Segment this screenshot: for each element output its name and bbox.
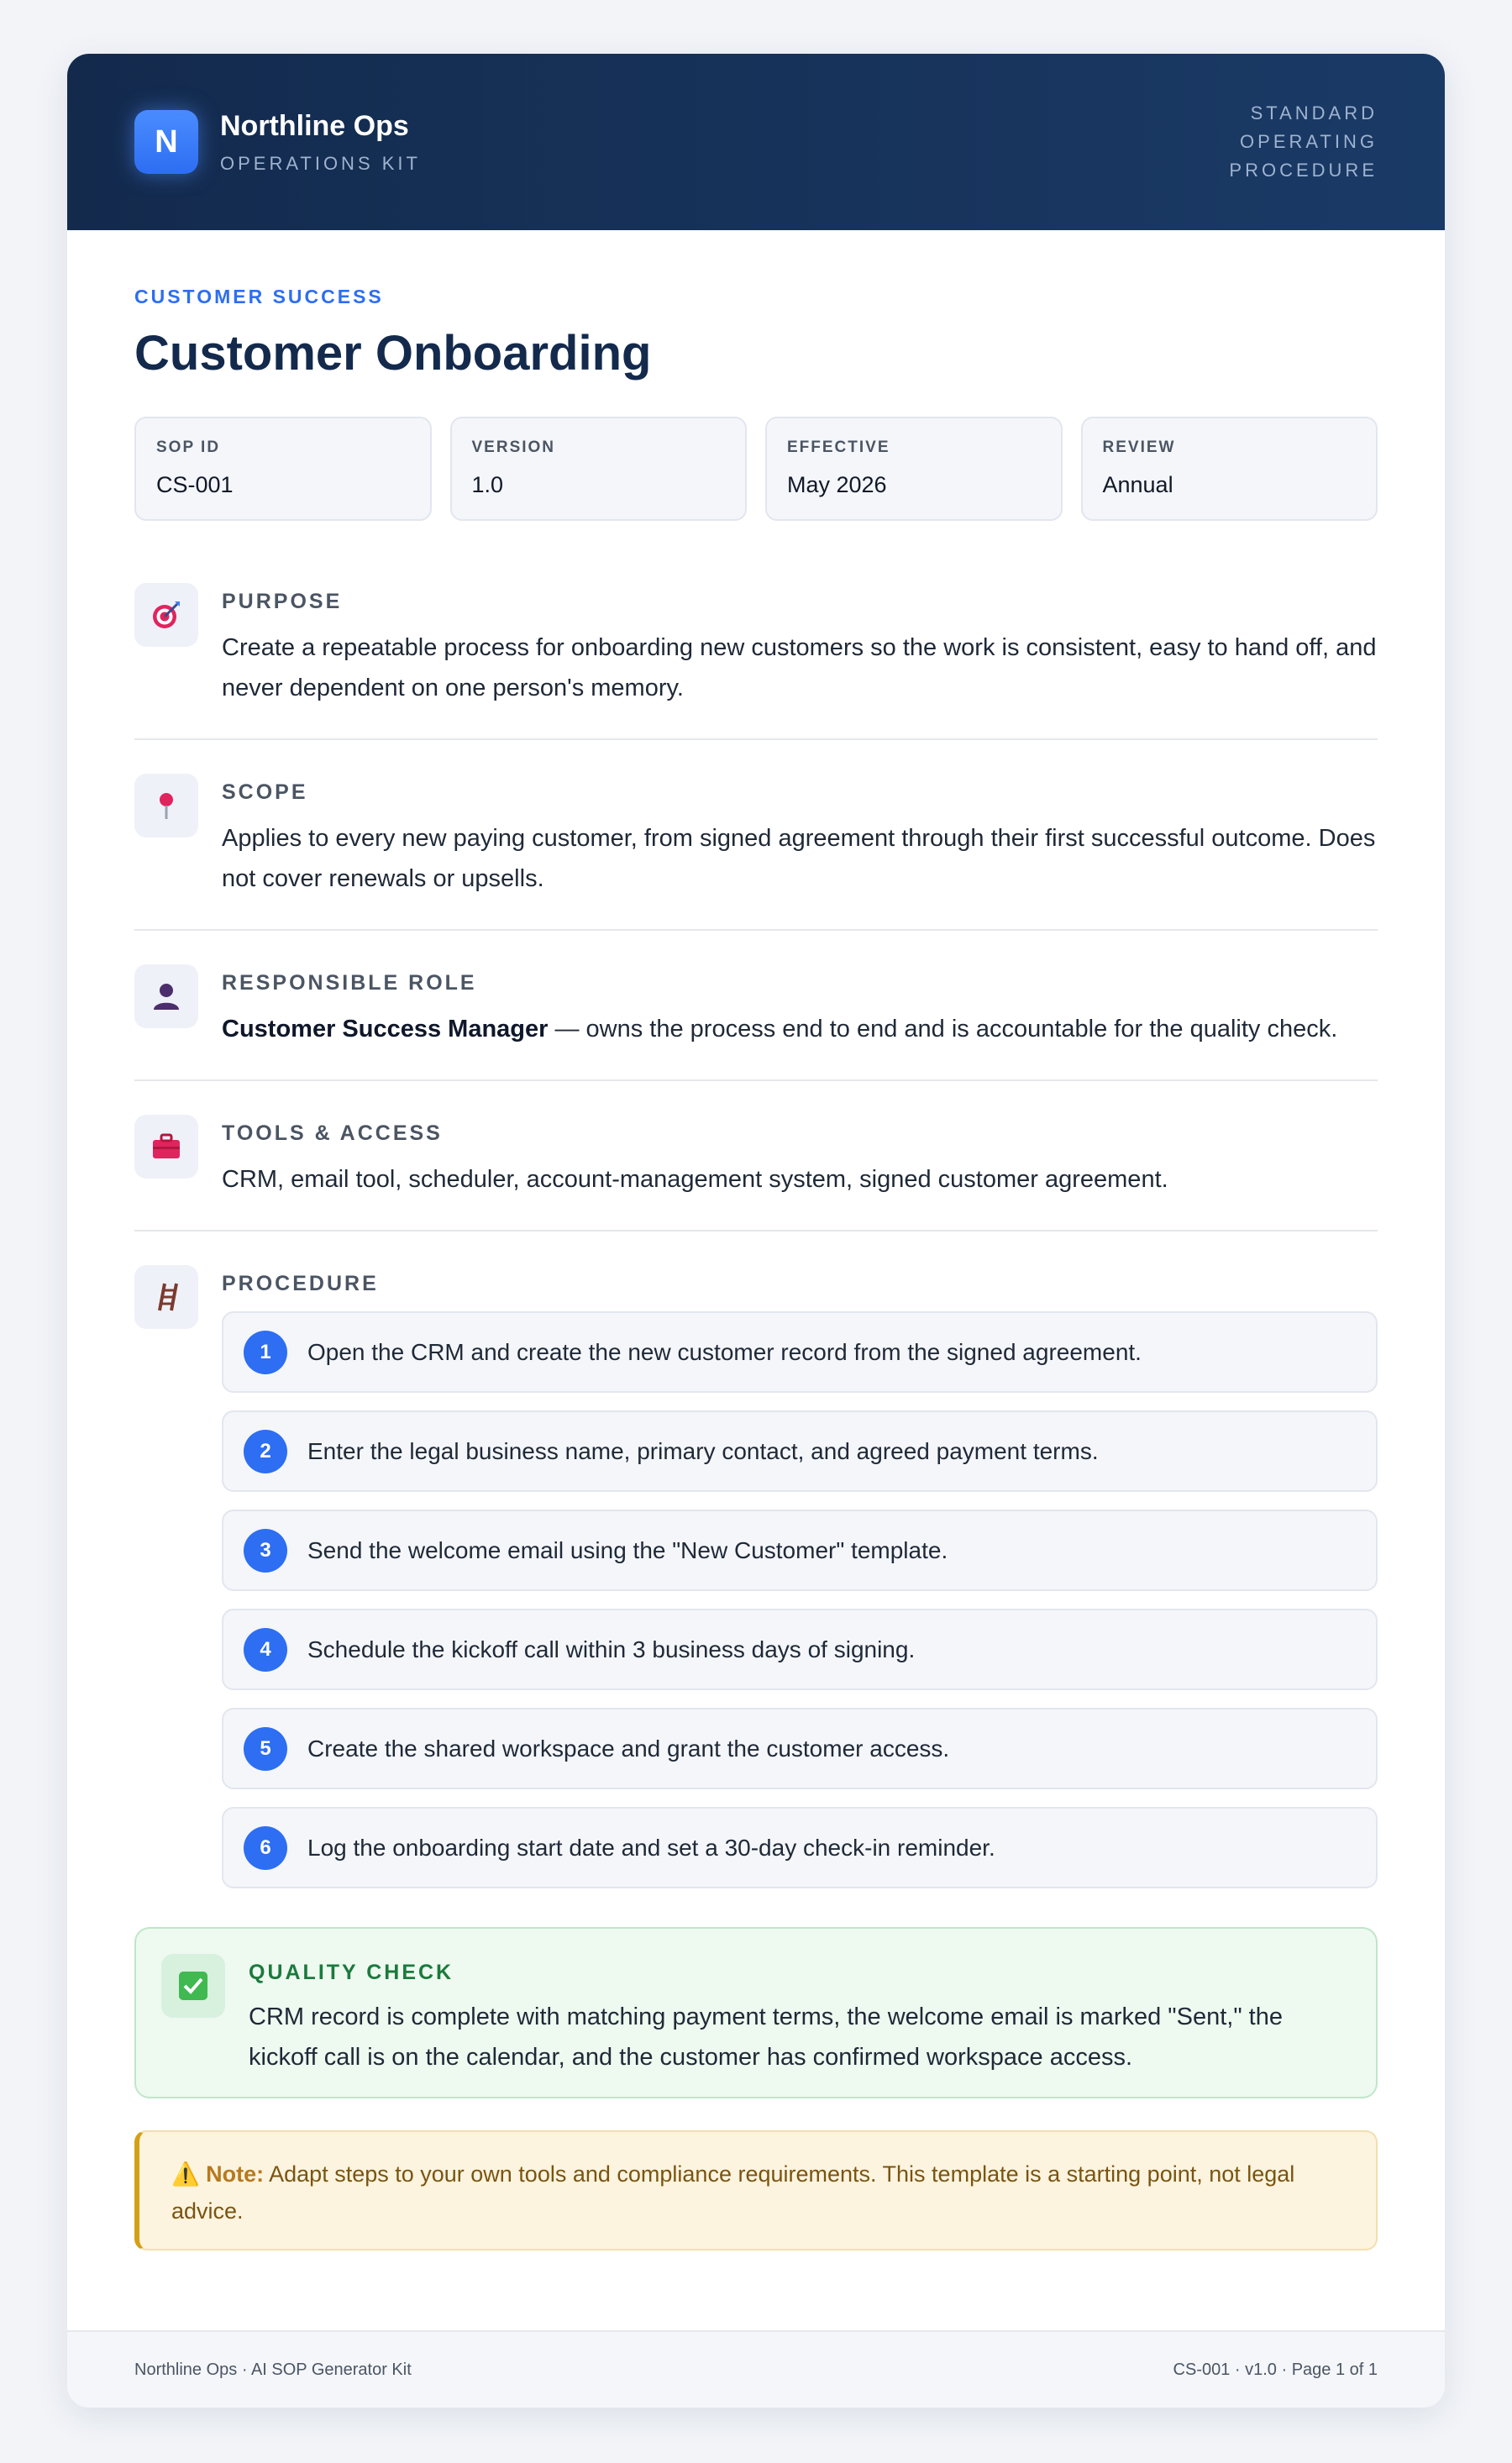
step-number: 3 bbox=[244, 1529, 287, 1573]
section-label: TOOLS & ACCESS bbox=[222, 1121, 443, 1145]
step-text: Log the onboarding start date and set a 30-day check-in reminder. bbox=[307, 1834, 995, 1861]
role-name: Customer Success Manager bbox=[222, 1016, 549, 1042]
quality-check-text: CRM record is complete with matching payment terms, the welcome email is marked "Sent," the kickoff call is on the calendar, and the customer has confirmed workspace access. bbox=[249, 2003, 1283, 2071]
check-box-icon bbox=[161, 1954, 225, 2018]
department-label: CUSTOMER SUCCESS bbox=[134, 286, 384, 307]
sop-document bbox=[67, 54, 1445, 2408]
meta-review bbox=[1081, 417, 1378, 521]
meta-value: 1.0 bbox=[471, 472, 504, 497]
step-number: 4 bbox=[244, 1628, 287, 1672]
logo-icon: N bbox=[134, 110, 198, 174]
procedure-step bbox=[222, 1311, 1378, 1393]
target-icon bbox=[134, 583, 198, 647]
quality-check-box bbox=[134, 1927, 1378, 2098]
note-label: Note: bbox=[206, 2161, 265, 2187]
meta-sop-id bbox=[134, 417, 432, 521]
section-text: CRM, email tool, scheduler, account-management system, signed customer agreement. bbox=[222, 1166, 1168, 1193]
meta-version bbox=[450, 417, 748, 521]
document-header bbox=[67, 54, 1445, 230]
section-text: Applies to every new paying customer, from signed agreement through their first successful outcome. Does not cover renewals or upsells. bbox=[222, 825, 1376, 892]
procedure-step bbox=[222, 1410, 1378, 1492]
meta-label: REVIEW bbox=[1102, 439, 1176, 456]
procedure-step bbox=[222, 1708, 1378, 1789]
procedure-step bbox=[222, 1609, 1378, 1690]
pin-icon bbox=[134, 774, 198, 838]
section-responsible-role bbox=[134, 931, 1378, 1081]
meta-label: SOP ID bbox=[156, 439, 221, 456]
procedure-step bbox=[222, 1510, 1378, 1591]
footer-right: CS-001 · v1.0 · Page 1 of 1 bbox=[1173, 2360, 1378, 2379]
role-description: — owns the process end to end and is accountable for the quality check. bbox=[548, 1016, 1338, 1042]
person-icon bbox=[134, 964, 198, 1028]
page-title: Customer Onboarding bbox=[134, 326, 652, 381]
brand-subtitle: OPERATIONS KIT bbox=[220, 152, 421, 174]
procedure-steps bbox=[222, 1311, 1378, 1888]
ladder-icon bbox=[134, 1265, 198, 1329]
step-number: 2 bbox=[244, 1430, 287, 1473]
toolbox-icon bbox=[134, 1115, 198, 1179]
meta-label: EFFECTIVE bbox=[787, 439, 890, 456]
section-label: SCOPE bbox=[222, 780, 308, 804]
step-text: Create the shared workspace and grant the customer access. bbox=[307, 1735, 950, 1762]
meta-value: CS-001 bbox=[156, 472, 234, 497]
document-footer bbox=[67, 2330, 1445, 2408]
section-procedure bbox=[134, 1232, 1378, 1888]
meta-value: May 2026 bbox=[787, 472, 887, 497]
step-number: 5 bbox=[244, 1727, 287, 1771]
step-text: Enter the legal business name, primary contact, and agreed payment terms. bbox=[307, 1437, 1099, 1464]
meta-label: VERSION bbox=[471, 439, 556, 456]
meta-effective bbox=[765, 417, 1063, 521]
section-label: PURPOSE bbox=[222, 590, 343, 613]
note-box bbox=[134, 2130, 1378, 2250]
step-number: 1 bbox=[244, 1331, 287, 1374]
section-text: Create a repeatable process for onboarding new customers so the work is consistent, easy to hand off, and never dependent on one person's memory. bbox=[222, 634, 1377, 701]
step-number: 6 bbox=[244, 1826, 287, 1870]
footer-left: Northline Ops · AI SOP Generator Kit bbox=[134, 2360, 412, 2379]
section-tools bbox=[134, 1081, 1378, 1232]
brand-name: Northline Ops bbox=[220, 109, 409, 142]
meta-row bbox=[134, 417, 1378, 521]
section-label: PROCEDURE bbox=[222, 1272, 379, 1295]
step-text: Schedule the kickoff call within 3 business days of signing. bbox=[307, 1636, 916, 1662]
document-type: STANDARD OPERATING PROCEDURE bbox=[1229, 102, 1378, 181]
quality-check-label: QUALITY CHECK bbox=[249, 1961, 454, 1984]
procedure-step bbox=[222, 1807, 1378, 1888]
step-text: Open the CRM and create the new customer record from the signed agreement. bbox=[307, 1338, 1142, 1365]
section-label: RESPONSIBLE ROLE bbox=[222, 971, 477, 995]
meta-value: Annual bbox=[1102, 472, 1173, 497]
document-body bbox=[67, 286, 1445, 2250]
step-text: Send the welcome email using the "New Customer" template. bbox=[307, 1536, 948, 1563]
section-purpose bbox=[134, 549, 1378, 740]
brand bbox=[134, 110, 421, 175]
warning-icon: ⚠️ bbox=[171, 2161, 207, 2187]
section-scope bbox=[134, 740, 1378, 931]
note-text: Adapt steps to your own tools and compliance requirements. This template is a starting point, not legal advice. bbox=[171, 2161, 1295, 2224]
section-text bbox=[222, 1009, 1378, 1049]
